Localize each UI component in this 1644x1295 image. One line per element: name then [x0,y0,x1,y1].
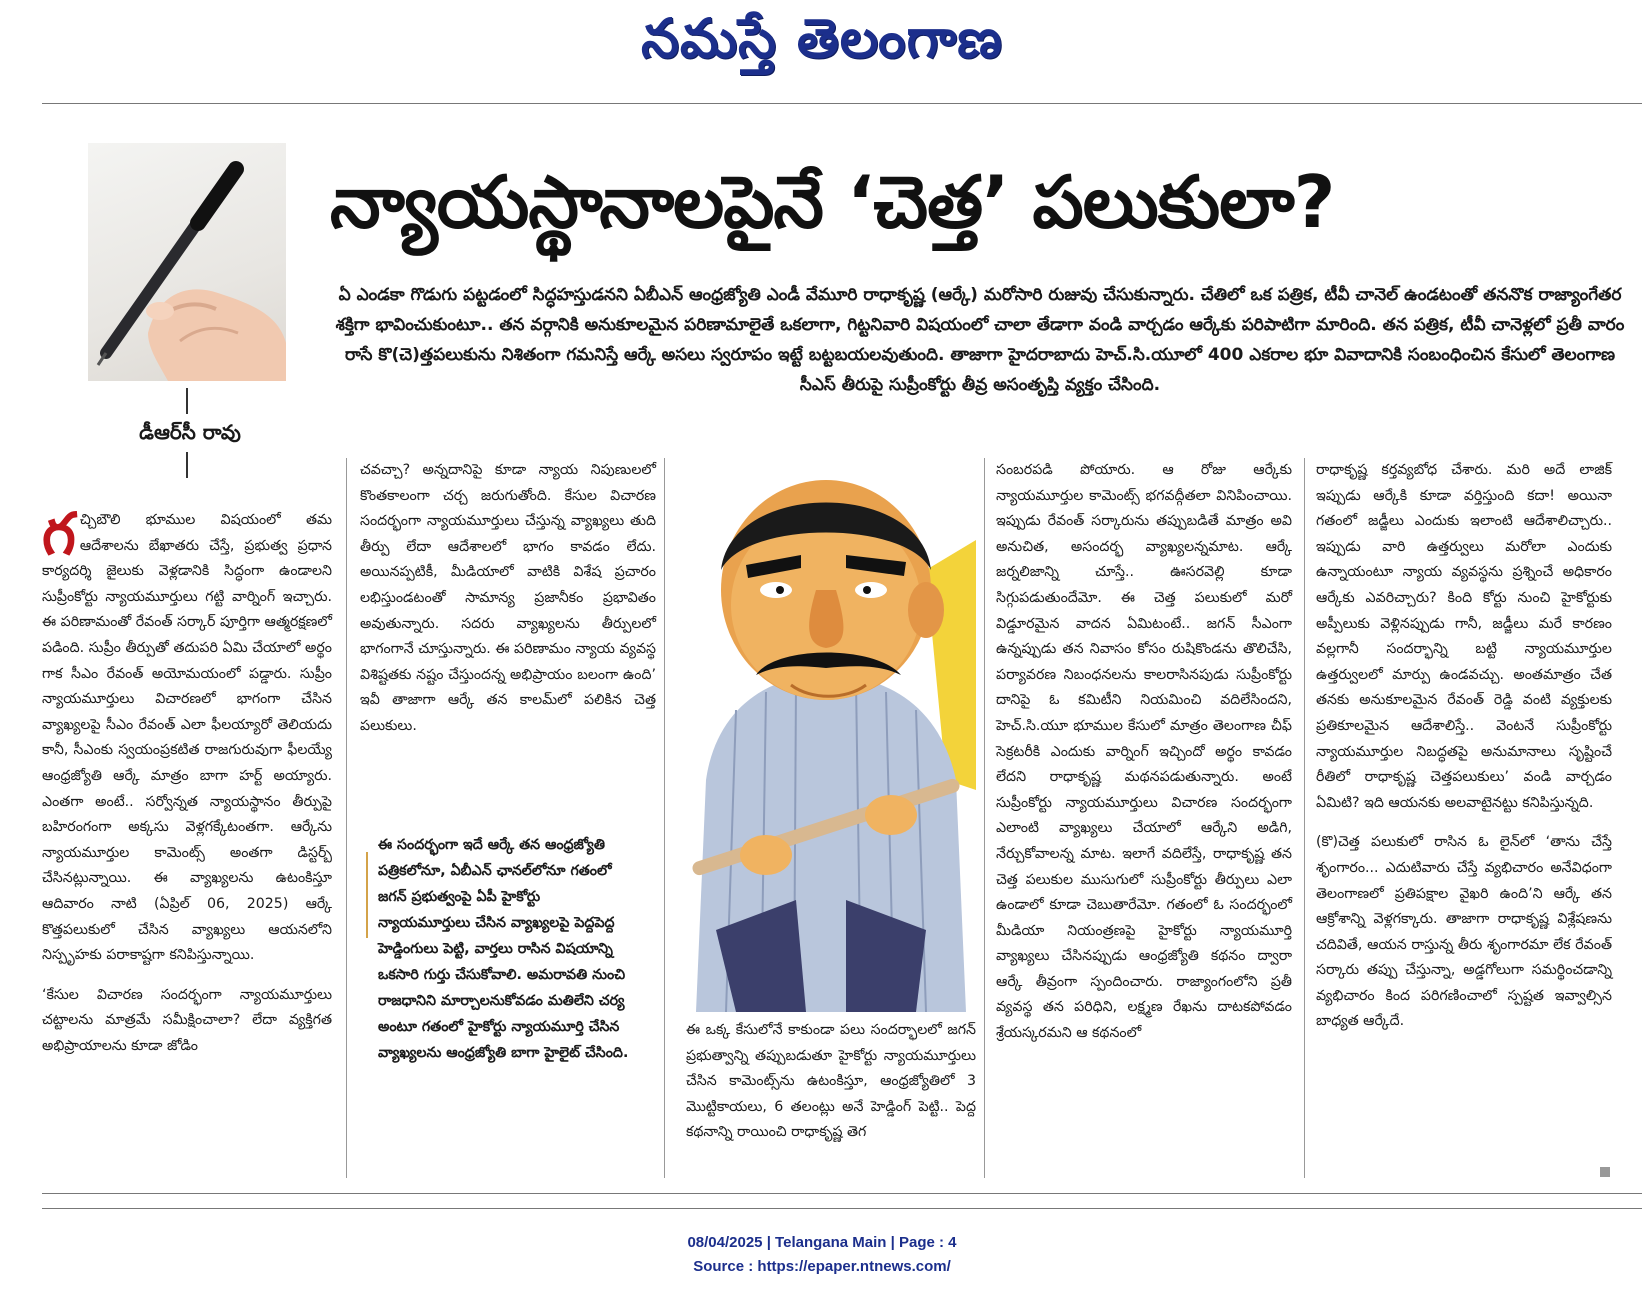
paragraph-text: చ్చిబౌలి భూముల విషయంలో తమ ఆదేశాలను బేఖాతరు చేస్తే, ప్రభుత్వ ప్రధాన కార్యదర్శి జైలుకు వెళ్లడానికి సిద్ధంగా ఉండాలని సుప్రీంకోర్టు న్యాయమూర్తులు గట్టి వార్నింగ్ ఇచ్చారు. ఈ పరిణామంతో రేవంత్ సర్కార్ పూర్తిగా ఆత్మరక్షణలో పడింది. సుప్రీం తీర్పుతో తదుపరి ఏమి చేయాలో అర్థం గాక సీఎం రేవంత్ అయోమయంలో పడ్డారు. సుప్రీం న్యాయమూర్తులు విచారణలో భాగంగా చేసిన వ్యాఖ్యలపై సీఎం రేవంత్ ఎలా ఫీలయ్యారో తెలియదు కానీ, సీఎంకు స్వయంప్రకటిత రాజగురువుగా ఫీలయ్యే ఆంధ్రజ్యోతి ఆర్కే మాత్రం బాగా హర్ట్ అయ్యారు. ఎంతగా అంటే.. సర్వోన్నత న్యాయస్థానం తీర్పుపై బహిరంగంగా అక్కసు వెళ్లగక్కేటంతగా. ఆర్కేను న్యాయమూర్తుల కామెంట్స్ అంతగా డిస్టర్బ్ చేసినట్లున్నాయి. ఈ వ్యాఖ్యలను ఉటంకిస్తూ ఆదివారం నాటి (ఏప్రిల్ 06, 2025) ఆర్కే కొత్తపలుకులో చేసిన వ్యాఖ్యలు ఆయనలోని నిస్పృహకు పరాకాష్టగా కనిపిస్తున్నాయి. [42,512,332,964]
pullquote: ఈ సందర్భంగా ఇదే ఆర్కే తన ఆంధ్రజ్యోతి పత్రికలోనూ, ఏబీఎన్ ఛానల్‌లోనూ గతంలో జగన్ ప్రభుత్వంపై ఏపీ హైకోర్టు న్యాయమూర్తులు చేసిన వ్యాఖ్యలపై పెద్దపెద్ద హెడ్డింగులు పెట్టి, వార్తలు రాసిన విషయాన్ని ఒకసారి గుర్తు చేసుకోవాలి. అమరావతి నుంచి రాజధానిని మార్చాలనుకోవడం మతిలేని చర్య అంటూ గతంలో హైకోర్టు న్యాయమూర్తి చేసిన వ్యాఖ్యలను ఆంధ్రజ్యోతి బాగా హైలైట్ చేసింది. [378,837,629,1061]
column-divider [1304,458,1305,1178]
column-divider [984,458,985,1178]
byline-bar-top [186,388,188,414]
hand-pen-illustration [88,143,286,381]
article-column-1 [42,500,332,1073]
paragraph [42,500,332,969]
paragraph [42,983,332,1060]
footer-source: Source : https://epaper.ntnews.com/ [693,1258,951,1275]
cartoon-caption-text: ఈ ఒక్క కేసులోనే కాకుండా పలు సందర్భాలలో జగన్ ప్రభుత్వాన్ని తప్పుబడుతూ హైకోర్టు న్యాయమూర్తులు చేసిన కామెంట్స్‌ను ఉటంకిస్తూ, ఆంధ్రజ్యోతిలో 3 మొట్టికాయలు, 6 తలంట్లు అనే హెడ్డింగ్ పెట్టి.. పెద్ద కథనాన్ని రాయించి రాధాకృష్ణ తెగ [686,1022,976,1141]
paragraph-text: సంబరపడి పోయారు. ఆ రోజు ఆర్కేకు న్యాయమూర్తుల కామెంట్స్ భగవద్గీతలా వినిపించాయి. ఇప్పుడు రేవంత్ సర్కారును తప్పుబడితే మాత్రం అవి అనుచిత, అసందర్భ వ్యాఖ్యలన్నమాట. ఆర్కే జర్నలిజాన్ని చూస్తే.. ఊసరవెల్లి కూడా సిగ్గుపడుతుందేమో. ఈ చెత్త పలుకులో మరో విడ్డూరమైన వాదన ఏమిటంటే.. జగన్ సీఎంగా ఉన్నప్పుడు తన నివాసం కోసం రుషికొండను తొలిచేసి, పర్యావరణ నిబంధనలను కాలరాసినపుడు సుప్రీంకోర్టు దానిపై ఓ కమిటీని నియమించి వదిలేసిందని, హెచ్.సి.యూ భూముల కేసులో మాత్రం తెలంగాణ చీఫ్ సెక్రటరీకి ఎందుకు వార్నింగ్ ఇచ్చిందో అర్థం కావడం లేదని రాధాకృష్ణ మథనపడుతున్నారు. అంటే సుప్రీంకోర్టు న్యాయమూర్తులు విచారణ సందర్భంగా ఎలాంటి వ్యాఖ్యలు చేయాలో ఆర్కేని అడిగి, నేర్చుకోవాలన్న మాట. ఇలాగే వదిలేస్తే, రాధాకృష్ణ తన చెత్త పలుకుల ముసుగులో సుప్రీంకోర్టు తీర్పులు ఎలా ఉండాలో కూడా చెబుతారేమో. గతంలో ఓ సందర్భంలో మీడియా నియంత్రణపై హైకోర్టు న్యాయమూర్తి వ్యాఖ్యలు చేసినప్పుడు ఆంధ్రజ్యోతి కథనం ద్వారా ఆర్కే తీవ్రంగా స్పందించారు. రాజ్యాంగంలోని ప్రతీ వ్యవస్థ తన పరిధిని, లక్ష్మణ రేఖను దాటకపోవడం శ్రేయస్కరమని ఆ కథనంలో [996,462,1292,1042]
footer-rule-top [42,1193,1642,1194]
caricature-illustration [676,460,976,1012]
paragraph-text: రాధాకృష్ణ కర్తవ్యబోధ చేశారు. మరి అదే లాజిక్ ఇప్పుడు ఆర్కేకి కూడా వర్తిస్తుంది కదా! అయినా గతంలో జడ్జీలు ఎందుకు ఇలాంటి ఆదేశాలిచ్చారు.. ఇప్పుడు వారి ఉత్తర్వులు మరోలా ఎందుకు ఉన్నాయంటూ న్యాయ వ్యవస్థను ప్రశ్నించే అధికారం ఆర్కేకు ఎవరిచ్చారు? కింది కోర్టు నుంచి హైకోర్టుకు అప్పీలుకు వెళ్లినప్పుడు గానీ, జడ్జీలు మరే కారణం వల్లగానీ సందర్భాన్ని బట్టి న్యాయమూర్తుల ఉత్తర్వులలో మార్పు ఉండవచ్చు. అంతమాత్రం చేత తనకు అనుకూలమైన రేవంత్ రెడ్డి వంటి వ్యక్తులకు ప్రతికూలమైన ఆదేశాలిస్తే.. వెంటనే సుప్రీంకోర్టు న్యాయమూర్తుల నిబద్ధతపై అనుమానాలు సృష్టించే రీతిలో రాధాకృష్ణ చెత్తపలుకులు’ వండి వార్చడం ఏమిటి? ఇది ఆయనకు అలవాటైనట్టు కనిపిస్తున్నది. [1316,462,1612,811]
footer-date-page: 08/04/2025 | Telangana Main | Page : 4 [687,1234,957,1251]
hand-holding-pen-photo [88,143,286,381]
pullquote-bar [366,852,368,938]
byline: డీఆర్‌సీ రావు [139,420,241,444]
footer-rule-bottom [42,1208,1642,1209]
column-divider [346,458,347,1178]
column-divider [664,458,665,1178]
end-of-article-mark [1600,1167,1610,1177]
article-column-4 [996,458,1292,1061]
article-column-2 [360,458,656,754]
headline: న్యాయస్థానాలపైనే ‘చెత్త’ పలుకులా? [330,160,1335,244]
paragraph-text: చవచ్చా? అన్నదానిపై కూడా న్యాయ నిపుణులలో కొంతకాలంగా చర్చ జరుగుతోంది. కేసుల విచారణ సందర్భంగా న్యాయమూర్తులు చేస్తున్న వ్యాఖ్యలు తుది తీర్పు లేదా ఆదేశాలలో భాగం కావడం లేదు. అయినప్పటికీ, మీడియాలో వాటికి విశేష ప్రచారం లభిస్తుండటంతో సామాన్య ప్రజానీకం ప్రభావితం అవుతున్నారు. సదరు వ్యాఖ్యలను తీర్పులలో భాగంగానే చూస్తున్నారు. ఈ పరిణామం న్యాయ వ్యవస్థ విశిష్టతకు నష్టం చేస్తుందన్న అభిప్రాయం బలంగా ఉంది’ ఇవీ తాజాగా ఆర్కే తన కాలమ్‌లో పలికిన చెత్త పలుకులు. [360,462,656,734]
drop-cap: గ [42,500,76,568]
byline-bar-bottom [186,452,188,478]
paragraph-text: (కొ)చెత్త పలుకులో రాసిన ఓ లైన్‌లో ‘తాను చేస్తే శృంగారం... ఎదుటివారు చేస్తే వ్యభిచారం అనేవిధంగా తెలంగాణలో ప్రతిపక్షాల వైఖరి ఉంది’ని ఆర్కే తన ఆక్రోశాన్ని వెళ్లగక్కారు. తాజాగా రాధాకృష్ణ విశ్లేషణను చదివితే, ఆయన రాస్తున్న తీరు శృంగారమా లేక రేవంత్ సర్కారు తప్పు చేస్తున్నా, అడ్డగోలుగా సమర్థించడాన్ని వ్యభిచారం కింద పరిగణించాలో స్పష్టత ఇవ్వాల్సిన బాధ్యత ఆర్కేదే. [1316,834,1612,1030]
article-deck: ఏ ఎండకా గొడుగు పట్టడంలో సిద్ధహస్తుడనని ఏబీఎన్ ఆంధ్రజ్యోతి ఎండీ వేమూరి రాధాకృష్ణ (ఆర్కే) మరోసారి రుజువు చేసుకున్నారు. చేతిలో ఒక పత్రిక, టీవీ చానెల్ ఉండటంతో తననొక రాజ్యాంగేతర శక్తిగా భావించుకుంటూ.. తన వర్గానికి అనుకూలమైన పరిణామాలైతే ఒకలాగా, గిట్టనివారి విషయంలో చాలా తేడాగా వండి వార్చడం ఆర్కేకు పరిపాటిగా మారింది. తన పత్రిక, టీవీ చానెళ్లలో ప్రతీ వారం రాసే కొ(చె)త్తపలుకును నిశితంగా గమనిస్తే ఆర్కే అసలు స్వరూపం ఇట్టే బట్టబయలవుతుంది. తాజాగా హైదరాబాదు హెచ్.సి.యూలో 400 ఎకరాల భూ వివాదానికి సంబంధించిన కేసులో తెలంగాణ సీఎస్ తీరుపై సుప్రీంకోర్టు తీవ్ర అసంతృప్తి వ్యక్తం చేసింది. [335,285,1625,395]
paragraph-text: ‘కేసుల విచారణ సందర్భంగా న్యాయమూర్తులు చట్టాలను మాత్రమే సమీక్షించాలా? లేదా వ్యక్తిగత అభిప్రాయాలను కూడా జోడిం [42,986,332,1054]
masthead-rule [42,103,1642,104]
caricature-svg [676,460,976,1012]
masthead-logo: నమస్తే తెలంగాణ [641,6,1003,70]
article-column-5 [1316,458,1612,1049]
